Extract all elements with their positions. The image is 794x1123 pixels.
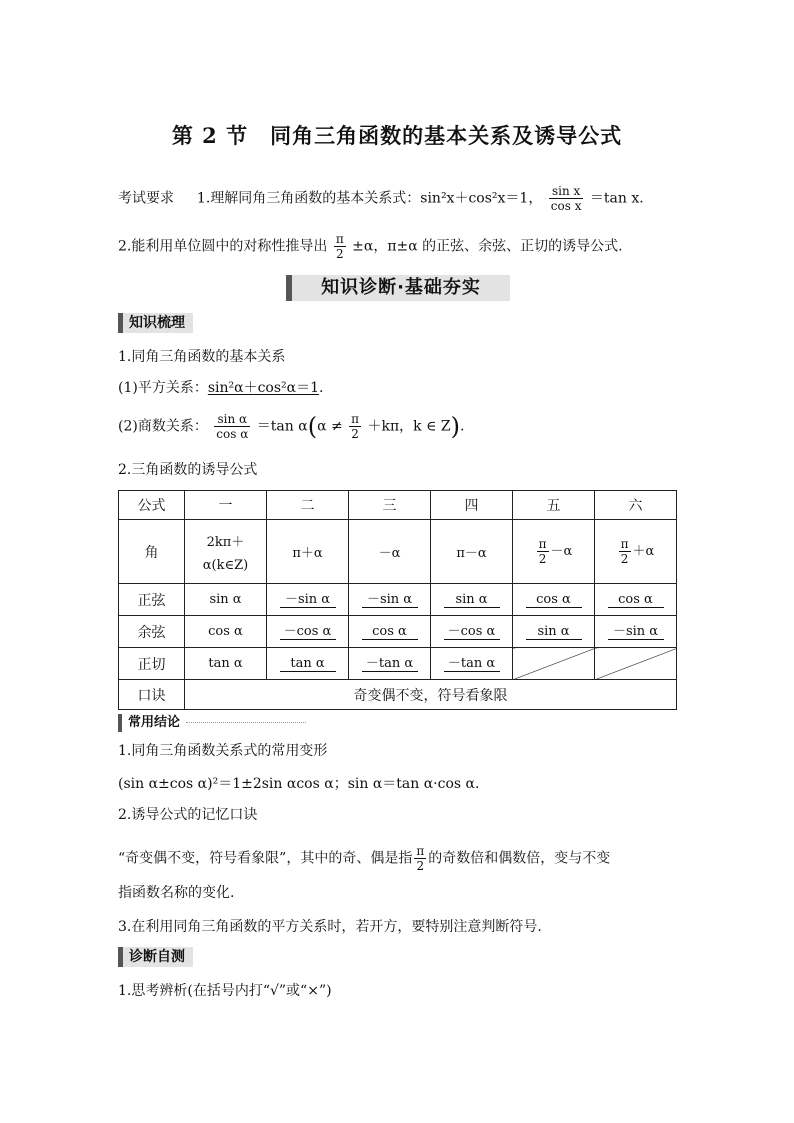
tan-cell-1: tan α: [185, 648, 267, 680]
cos-cell-5: sin α: [513, 616, 595, 648]
conclusion-formula-1: (sin α±cos α)²＝1±2sin αcos α；sin α＝tan α·cos α.: [118, 776, 480, 792]
angle-cell-5: $\frac{\pi}{2}$ －α: [513, 520, 595, 584]
pi-over-2-fraction: $\frac{\pi}{2}$: [335, 232, 344, 261]
heading-induction-formulas: 2.三角函数的诱导公式: [118, 462, 258, 478]
sin-over-cos-fraction: $\frac{\text{sin α}}{\text{cos α}}$: [216, 412, 249, 441]
table-row-sin: [119, 584, 677, 616]
conclusion-paragraph: “奇变偶不变，符号看象限”，其中的奇、偶是指 $\frac{\pi}{2}$ 的奇数倍和偶数倍，变与不变: [118, 844, 611, 873]
page-title: 第 2 节 同角三角函数的基本关系及诱导公式: [171, 123, 623, 148]
square-relation: (1)平方关系：sin²α＋cos²α＝1.: [118, 380, 324, 396]
requirement-1-text: 1.理解同角三角函数的基本关系式：sin²x＋cos²x＝1，: [196, 190, 543, 207]
sin-cell-1: sin α: [185, 584, 267, 616]
tan-cell-6-empty: [595, 648, 677, 680]
sin-cell-6: cos α: [595, 584, 677, 616]
section-banner: 知识诊断·基础夯实: [286, 275, 510, 301]
requirement-2-text: 2.能利用单位圆中的对称性推导出: [118, 238, 328, 255]
tan-cell-4: －tan α: [431, 648, 513, 680]
section-label-conclusions: 常用结论: [118, 714, 306, 732]
self-test-heading: 1.思考辨析(在括号内打“√”或“×”): [118, 983, 332, 999]
conclusion-paragraph-line-2: 指函数名称的变化.: [118, 885, 235, 901]
header-5: 五: [513, 491, 595, 520]
conclusion-heading-1: 1.同角三角函数关系式的常用变形: [118, 743, 328, 759]
header-4: 四: [431, 491, 513, 520]
sin-cell-2: －sin α: [267, 584, 349, 616]
section-label-self-test: 诊断自测: [118, 947, 193, 967]
conclusion-heading-2: 2.诱导公式的记忆口诀: [118, 807, 258, 823]
angle-cell-3: －α: [349, 520, 431, 584]
rhyme-text: 奇变偶不变，符号看象限: [185, 680, 677, 710]
cos-cell-1: cos α: [185, 616, 267, 648]
angle-cell-4: π－α: [431, 520, 513, 584]
tan-cell-2: tan α: [267, 648, 349, 680]
table-row-angle: [119, 520, 677, 584]
table-row-rhyme: [119, 680, 677, 710]
sin-cell-3: －sin α: [349, 584, 431, 616]
cos-cell-3: cos α: [349, 616, 431, 648]
condition-pi-over-2: $\frac{\pi}{2}$: [351, 412, 360, 441]
heading-basic-relations: 1.同角三角函数的基本关系: [118, 349, 286, 365]
sin-cell-4: sin α: [431, 584, 513, 616]
requirement-label: 考试要求: [118, 190, 174, 207]
header-formula: 公式: [119, 491, 185, 520]
section-label-knowledge: 知识梳理: [118, 313, 193, 333]
requirement-2-tail: ±α，π±α 的正弦、余弦、正切的诱导公式.: [352, 238, 623, 255]
tan-cell-3: －tan α: [349, 648, 431, 680]
tan-cell-5-empty: [513, 648, 595, 680]
requirement-line-2: [118, 232, 623, 261]
angle-cell-1: 2kπ＋ α(k∈Z): [185, 520, 267, 584]
row-label-tan: 正切: [119, 648, 185, 680]
angle-cell-6: $\frac{\pi}{2}$ ＋α: [595, 520, 677, 584]
table-header-row: [119, 491, 677, 520]
table-row-cos: [119, 616, 677, 648]
quotient-relation: (2)商数关系： $\frac{\text{sin α}}{\text{cos α}}$ ＝tan α(α ≠ $\frac{\pi}{2}$ ＋kπ，k ∈ Z).: [118, 412, 465, 441]
sinx-over-cosx-fraction: $\frac{\text{sin x}}{\text{cos x}}$: [550, 184, 582, 213]
cos-cell-2: －cos α: [267, 616, 349, 648]
conclusion-heading-3: 3.在利用同角三角函数的平方关系时，若开方，要特别注意判断符号.: [118, 919, 542, 935]
cos-cell-4: －cos α: [431, 616, 513, 648]
sin-cell-5: cos α: [513, 584, 595, 616]
row-label-cos: 余弦: [119, 616, 185, 648]
induction-formula-table: [118, 490, 677, 710]
header-3: 三: [349, 491, 431, 520]
row-label-angle: 角: [119, 520, 185, 584]
rhyme-pi-over-2: $\frac{\pi}{2}$: [416, 844, 425, 873]
table-row-tan: [119, 648, 677, 680]
requirement-1-tail: ＝tan x.: [589, 190, 644, 207]
header-6: 六: [595, 491, 677, 520]
angle-cell-2: π＋α: [267, 520, 349, 584]
header-1: 一: [185, 491, 267, 520]
square-relation-answer: sin²α＋cos²α＝1: [207, 380, 320, 396]
dotted-divider: [186, 722, 306, 723]
row-label-sin: 正弦: [119, 584, 185, 616]
requirement-line-1: [118, 184, 644, 213]
header-2: 二: [267, 491, 349, 520]
row-label-rhyme: 口诀: [119, 680, 185, 710]
cos-cell-6: －sin α: [595, 616, 677, 648]
